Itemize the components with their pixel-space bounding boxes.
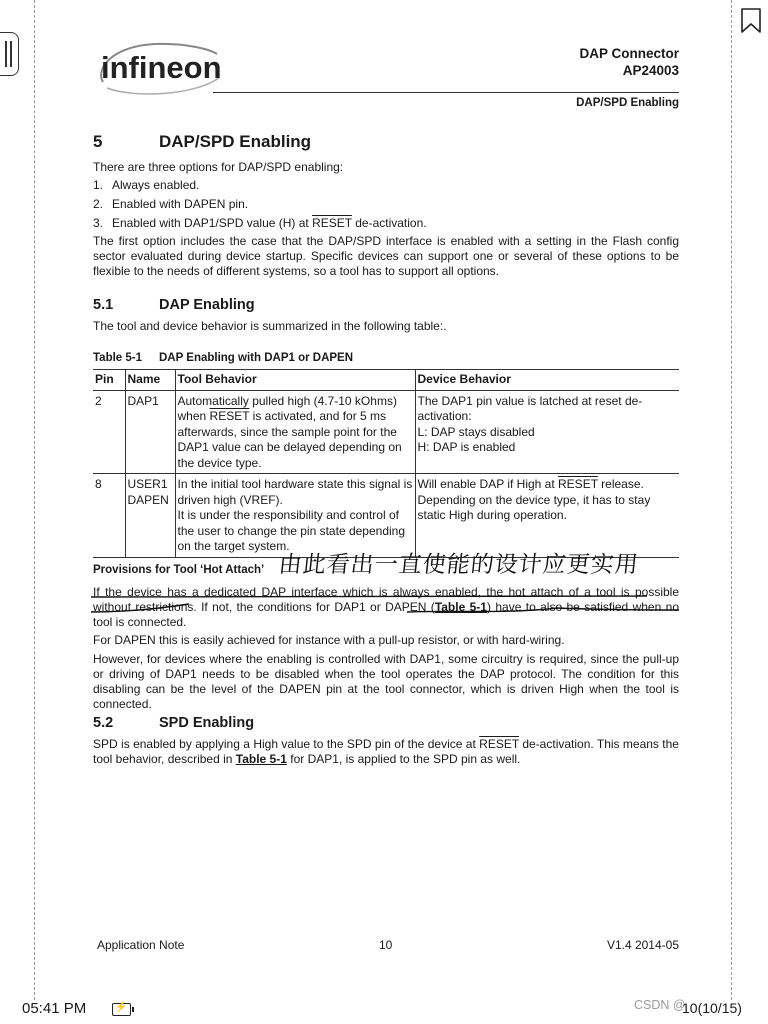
table-row xyxy=(93,474,679,558)
footer-version: V1.4 2014-05 xyxy=(606,938,679,952)
footer-page-number: 10 xyxy=(379,938,393,952)
status-time: 05:41 PM xyxy=(22,1000,87,1017)
reader-page-edge-right xyxy=(731,0,732,1000)
cell-pin: 8 xyxy=(93,474,125,558)
bookmark-icon[interactable] xyxy=(740,8,762,34)
footer-left: Application Note xyxy=(97,938,185,952)
table-header-row xyxy=(93,370,679,391)
cell-device-behavior: Will enable DAP if High at RESET release. Depending on the device type, it has to stay static High during operation. xyxy=(415,474,679,558)
battery-icon: ⚡ xyxy=(112,1003,131,1016)
dap-enabling-table xyxy=(93,369,679,558)
cell-name: DAP1 xyxy=(125,390,175,474)
section-5-paragraph: The first option includes the case that the DAP/SPD interface is enabled with a setting in the Flash config sector evaluated during device startup. Specific devices can support one or several of these options to be flexible to the needs of different systems, so a tool has to support all options. xyxy=(93,234,679,278)
logo-text: infineon xyxy=(101,50,222,85)
table-caption: Table 5-1 DAP Enabling with DAP1 or DAPEN xyxy=(93,352,354,364)
table-reference-link[interactable]: Table 5-1 xyxy=(434,600,487,614)
column-header: Pin xyxy=(93,370,125,391)
header-rule xyxy=(213,92,679,93)
section-5-1-heading: 5.1 DAP Enabling xyxy=(93,297,255,313)
infineon-logo xyxy=(93,38,223,96)
csdn-watermark: CSDN @ xyxy=(634,998,686,1012)
option-item: 3. Enabled with DAP1/SPD value (H) at RESET de-activation. xyxy=(93,216,427,230)
cell-tool-behavior: In the initial tool hardware state this signal is driven high (VREF). It is under the responsibility and control of the user to change the pin state depending on the target system. xyxy=(175,474,415,558)
page-indicator: 10(10/15) xyxy=(682,1000,742,1016)
option-item: 2. Enabled with DAPEN pin. xyxy=(93,197,249,211)
column-header: Tool Behavior xyxy=(175,370,415,391)
section-5-heading: 5 DAP/SPD Enabling xyxy=(93,132,312,151)
sidebar-toggle-handle[interactable] xyxy=(0,32,19,76)
cell-device-behavior: The DAP1 pin value is latched at reset de-activation: L: DAP stays disabled H: DAP is enabled xyxy=(415,390,679,474)
column-header: Name xyxy=(125,370,175,391)
cell-name: USER1 DAPEN xyxy=(125,474,175,558)
provisions-paragraph-1: If the device has a dedicated DAP interface which is always enabled, the hot attach of a tool is possible without restrictions. If not, the conditions for DAP1 or DAPEN (Table 5-1) have to also be satisfied when no tool is connected. xyxy=(93,585,679,629)
reader-page-edge-left xyxy=(34,0,35,1000)
cell-tool-behavior: Automatically pulled high (4.7-10 kOhms) when RESET is activated, and for 5 ms afterwards, since the sample point for the DAP1 value can be delayed depending on the device type. xyxy=(175,390,415,474)
section-5-2-paragraph: SPD is enabled by applying a High value to the SPD pin of the device at RESET de-activation. This means the tool behavior, described in Table 5-1 for DAP1, is applied to the SPD pin as well. xyxy=(93,737,679,766)
section-5-2-heading: 5.2 SPD Enabling xyxy=(93,715,255,731)
header-section-label: DAP/SPD Enabling xyxy=(576,97,679,109)
section-5-1-intro: The tool and device behavior is summarized in the following table:. xyxy=(93,319,447,333)
section-5-intro: There are three options for DAP/SPD enabling: xyxy=(93,160,344,174)
table-reference-link[interactable]: Table 5-1 xyxy=(235,752,287,766)
provisions-paragraph-2: For DAPEN this is easily achieved for instance with a pull-up resistor, or with hard-wiring. xyxy=(93,633,565,647)
table-row xyxy=(93,390,679,474)
handwritten-annotation: 由此看出一直使能的设计应更实用 xyxy=(277,552,641,578)
column-header: Device Behavior xyxy=(415,370,679,391)
provisions-heading: Provisions for Tool ‘Hot Attach’ xyxy=(93,564,265,576)
provisions-paragraph-3: However, for devices where the enabling is controlled with DAP1, some circuitry is required, since the pull-up or driving of DAP1 needs to be disabled when the tool operates the DAP protocol. The condition for this disabling can be the level of the DAPEN pin at the tool connector, which is driven High when the tool is connected. xyxy=(93,652,679,711)
cell-pin: 2 xyxy=(93,390,125,474)
header-doc-number: AP24003 xyxy=(622,63,679,78)
header-title: DAP Connector xyxy=(579,46,679,61)
option-item: 1. Always enabled. xyxy=(93,178,200,192)
